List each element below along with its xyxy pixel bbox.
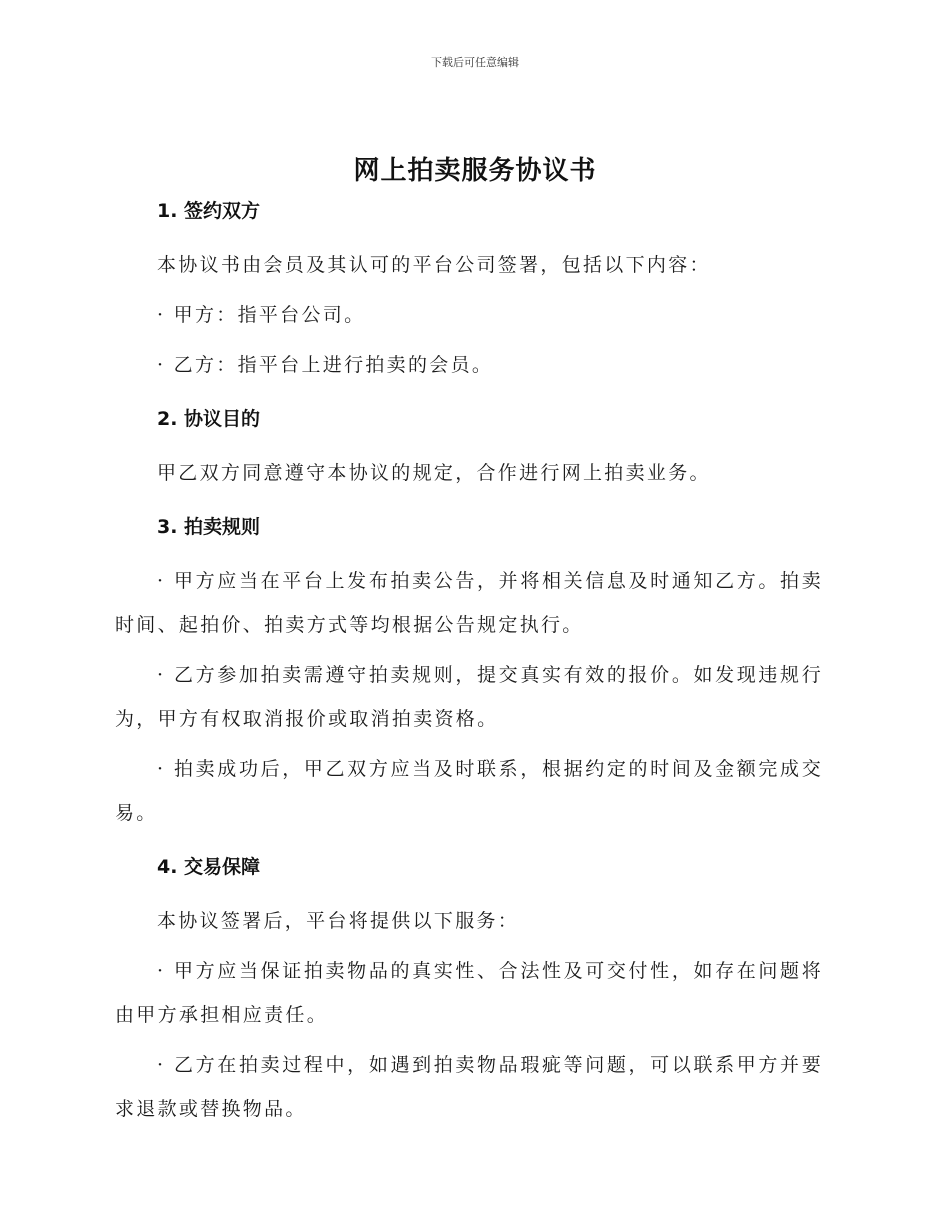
document-title: 网上拍卖服务协议书 bbox=[353, 156, 597, 186]
section-auction-rules bbox=[115, 511, 823, 835]
section-agreement-purpose bbox=[115, 403, 823, 495]
paragraph: 本协议书由会员及其认可的平台公司签署，包括以下内容： bbox=[157, 254, 711, 276]
document-body bbox=[115, 195, 823, 1131]
list-item: · 甲方：指平台公司。 bbox=[157, 304, 366, 326]
list-item: · 乙方在拍卖过程中，如遇到拍卖物品瑕疵等问题，可以联系甲方并要求退款或替换物品。 bbox=[115, 1054, 823, 1120]
section-heading: 2. 协议目的 bbox=[157, 408, 261, 430]
section-transaction-guarantee bbox=[115, 851, 823, 1131]
list-item: · 乙方参加拍卖需遵守拍卖规则，提交真实有效的报价。如发现违规行为，甲方有权取消报价或取消拍卖资格。 bbox=[115, 664, 823, 730]
paragraph: 本协议签署后，平台将提供以下服务： bbox=[157, 910, 520, 932]
section-heading: 4. 交易保障 bbox=[157, 856, 261, 878]
list-item: · 甲方应当在平台上发布拍卖公告，并将相关信息及时通知乙方。拍卖时间、起拍价、拍卖方式等均根据公告规定执行。 bbox=[115, 570, 823, 636]
paragraph: 甲乙双方同意遵守本协议的规定，合作进行网上拍卖业务。 bbox=[157, 462, 711, 484]
section-heading: 3. 拍卖规则 bbox=[157, 516, 261, 538]
section-signing-parties bbox=[115, 195, 823, 387]
list-item: · 拍卖成功后，甲乙双方应当及时联系，根据约定的时间及金额完成交易。 bbox=[115, 758, 823, 824]
section-heading: 1. 签约双方 bbox=[157, 200, 261, 222]
list-item: · 乙方：指平台上进行拍卖的会员。 bbox=[157, 354, 494, 376]
page-header-note: 下载后可任意编辑 bbox=[431, 56, 519, 69]
list-item: · 甲方应当保证拍卖物品的真实性、合法性及可交付性，如存在问题将由甲方承担相应责任。 bbox=[115, 960, 823, 1026]
